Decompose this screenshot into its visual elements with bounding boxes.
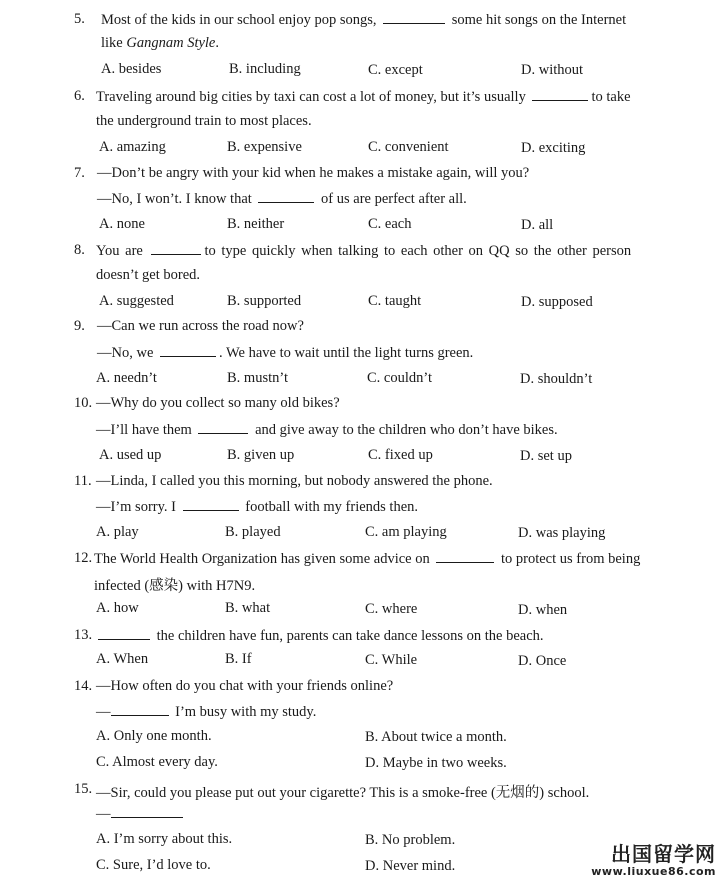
option-b: B. neither — [227, 216, 285, 232]
question-number: 8. — [74, 242, 85, 258]
option-b: B. expensive — [227, 139, 302, 155]
watermark-logo-text: 出国留学网 — [611, 842, 716, 866]
question-text: —Can we run across the road now? — [97, 318, 304, 334]
option-b: B. supported — [227, 293, 302, 309]
answer-blank — [183, 498, 239, 511]
option-d: D. Maybe in two weeks. — [365, 755, 507, 771]
question-number: 11. — [74, 473, 92, 489]
option-d: D. exciting — [521, 140, 586, 156]
question-number: 10. — [74, 395, 93, 411]
option-b: B. what — [225, 600, 271, 616]
question-number: 12. — [74, 550, 93, 566]
question-text: —Sir, could you please put out your cigarette? This is a smoke-free (无烟的) school. — [96, 785, 590, 801]
option-c: C. While — [365, 652, 418, 668]
option-d: D. all — [521, 217, 554, 233]
question-number: 5. — [74, 11, 85, 27]
option-a: A. needn’t — [96, 370, 157, 386]
question-text: —Why do you collect so many old bikes? — [96, 395, 340, 411]
option-b: B. played — [225, 524, 281, 540]
option-c: C. couldn’t — [367, 370, 432, 386]
question-number: 13. — [74, 627, 93, 643]
option-a: A. used up — [99, 447, 162, 463]
option-d: D. supposed — [521, 294, 593, 310]
option-c: C. except — [368, 62, 423, 78]
question-number: 14. — [74, 678, 93, 694]
answer-blank — [383, 11, 445, 24]
answer-blank — [532, 88, 588, 101]
option-d: D. Never mind. — [365, 858, 456, 874]
answer-blank — [111, 703, 169, 716]
option-a: A. suggested — [99, 293, 174, 309]
option-a: A. besides — [101, 61, 162, 77]
option-b: B. About twice a month. — [365, 729, 507, 745]
option-c: C. Sure, I’d love to. — [96, 857, 211, 873]
option-a: A. When — [96, 651, 149, 667]
question-text: —I’m sorry. I football with my friends then. — [96, 499, 419, 515]
question-text: like Gangnam Style. — [101, 35, 219, 51]
question-text: The World Health Organization has given some advice on to protect us from being — [94, 551, 641, 567]
question-text: —Don’t be angry with your kid when he makes a mistake again, will you? — [97, 165, 530, 181]
option-a: A. none — [99, 216, 145, 232]
question-text: —How often do you chat with your friends online? — [96, 678, 394, 694]
question-number: 15. — [74, 781, 93, 797]
option-b: B. If — [225, 651, 252, 667]
option-c: C. fixed up — [368, 447, 433, 463]
answer-blank — [111, 805, 183, 818]
option-c: C. where — [365, 601, 418, 617]
answer-blank — [98, 627, 150, 640]
option-a: A. Only one month. — [96, 728, 212, 744]
question-text: the children have fun, parents can take dance lessons on the beach. — [98, 627, 544, 645]
answer-blank — [258, 190, 314, 203]
watermark-url: www.liuxue86.com — [591, 865, 716, 878]
question-number: 6. — [74, 88, 85, 104]
option-d: D. when — [518, 602, 568, 618]
question-number: 7. — [74, 165, 85, 181]
question-text: doesn’t get bored. — [96, 267, 201, 283]
question-number: 9. — [74, 318, 85, 334]
option-a: A. play — [96, 524, 139, 540]
option-b: B. including — [229, 61, 301, 77]
question-text: Traveling around big cities by taxi can cost a lot of money, but it’s usually to take — [96, 89, 631, 105]
question-text: Most of the kids in our school enjoy pop songs, some hit songs on the Internet — [101, 12, 627, 28]
question-text: the underground train to most places. — [96, 113, 312, 129]
option-d: D. Once — [518, 653, 567, 669]
option-b: B. given up — [227, 447, 295, 463]
option-b: B. No problem. — [365, 832, 456, 848]
option-c: C. each — [368, 216, 412, 232]
option-b: B. mustn’t — [227, 370, 288, 386]
option-c: C. convenient — [368, 139, 449, 155]
option-a: A. how — [96, 600, 139, 616]
option-c: C. taught — [368, 293, 422, 309]
option-d: D. shouldn’t — [520, 371, 593, 387]
option-c: C. am playing — [365, 524, 447, 540]
answer-blank — [160, 344, 216, 357]
option-d: D. without — [521, 62, 584, 78]
question-text: —Linda, I called you this morning, but nobody answered the phone. — [96, 473, 493, 489]
answer-blank — [151, 242, 201, 255]
question-text: infected (感染) with H7N9. — [94, 578, 256, 594]
option-d: D. set up — [520, 448, 572, 464]
question-text: — I’m busy with my study. — [96, 704, 317, 720]
question-text: —No, I won’t. I know that of us are perfect after all. — [97, 191, 467, 207]
question-text: —I’ll have them and give away to the children who don’t have bikes. — [96, 422, 558, 438]
option-a: A. I’m sorry about this. — [96, 831, 233, 847]
question-text: —No, we . We have to wait until the light turns green. — [97, 345, 474, 361]
question-text: You are to type quickly when talking to each other on QQ so the other person — [96, 243, 632, 259]
answer-blank — [436, 550, 494, 563]
option-c: C. Almost every day. — [96, 754, 218, 770]
option-d: D. was playing — [518, 525, 606, 541]
answer-blank — [198, 421, 248, 434]
option-a: A. amazing — [99, 139, 166, 155]
site-watermark — [591, 843, 716, 878]
question-text: — — [96, 805, 186, 823]
